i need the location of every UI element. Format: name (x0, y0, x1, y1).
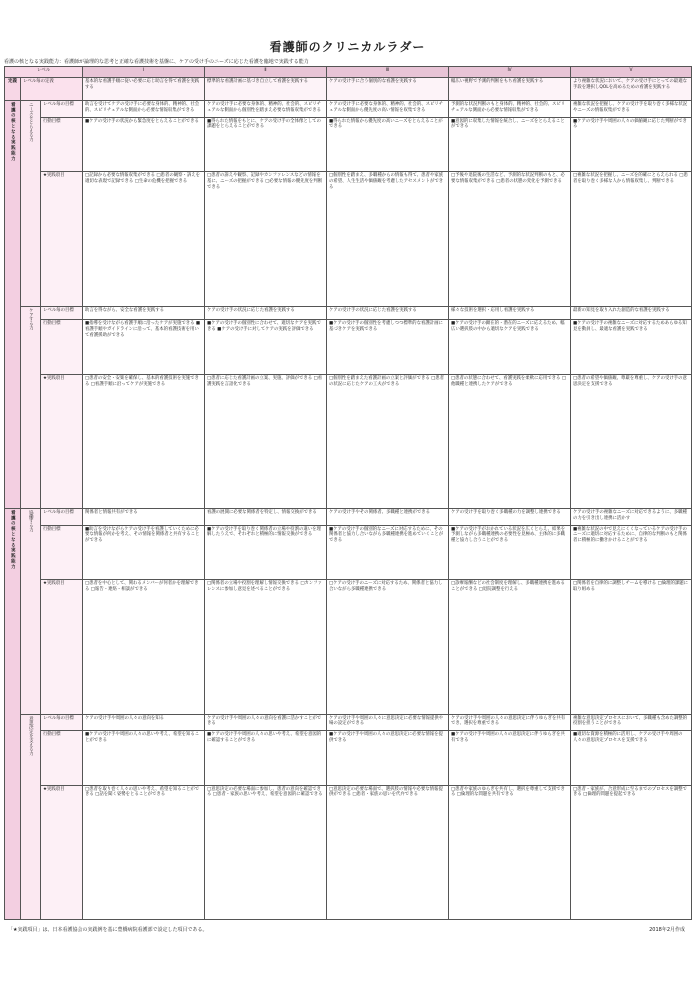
target-cell-level-5: 複雑な意思決定プロセスにおいて、多職種も含めた調整的役割を担うことができる (571, 714, 692, 730)
practice-cell-level-4: □予後や退院後の生活など、予測的な状況判断のもと、必要な情報収集ができる □患者の状態の変化を予測できる (449, 172, 571, 306)
action-cell-level-1: ■指導を受けながら看護手順に沿ったケアが実施できる ■看護手順やガイドラインに沿って、基本的看護技術を用いて看護援助ができる (83, 320, 205, 375)
target-cell-level-5: 最新の知見を取り入れた創造的な看護を実践する (571, 306, 692, 320)
ladder-row (5, 580, 692, 714)
subcategory-label (21, 714, 41, 919)
ladder-table (4, 66, 692, 920)
target-cell-level-3: ケアの受け手やその関係者、多職種と連携ができる (327, 509, 449, 525)
action-cell-level-4: ■ケアの受け手や周囲の人々の意思決定に伴うゆらぎを共有できる (449, 730, 571, 785)
practice-cell-level-4: □患者の状態に合わせて、看護実践を柔軟に応用できる □他職種と連携したケアができる (449, 374, 571, 508)
level-3-header: Ⅲ (327, 67, 449, 78)
action-label: 行動目標 (41, 525, 83, 580)
subcategory-label-text: ケアする力 (28, 307, 34, 330)
category-label-text: 看護の核となる実践能力 (10, 102, 16, 162)
subcategory-label-text: 協働する力 (28, 510, 34, 533)
action-cell-level-5: ■適切な資源を積極的に活用し、ケアの受け手や周囲の人々の意思決定プロセスを支援できる (571, 730, 692, 785)
action-cell-level-3: ■得られた情報から優先度の高いニーズをとらえることができる (327, 117, 449, 172)
level-5-header: Ⅴ (571, 67, 692, 78)
ladder-row (5, 525, 692, 580)
category-label (5, 509, 21, 920)
subcategory-label (21, 509, 41, 714)
target-cell-level-4: 予測的な状況判断のもと身体的、精神的、社会的、スピリチュアルな側面から必要な情報収集ができる (449, 101, 571, 117)
target-cell-level-2: ケアの受け手に必要な身体的、精神的、社会的、スピリチュアルな側面から個別性を踏まえ必要な情報収集ができる (205, 101, 327, 117)
target-cell-level-2: ケアの受け手の状況に応じた看護を実践する (205, 306, 327, 320)
ladder-row (5, 374, 692, 508)
practice-cell-level-2: □関係者の立場や役割を理解し情報交換できる □カンファレンスに参加し意見を述べることができる (205, 580, 327, 714)
level-2-header: Ⅱ (205, 67, 327, 78)
action-cell-level-5: ■ケアの受け手の複雑なニーズに対応するためあらゆる知見を動員し、最適な看護を実践できる (571, 320, 692, 375)
practice-cell-level-1: □患者を中心として、関わるメンバーが何者かを理解できる □報告・連絡・相談ができる (83, 580, 205, 714)
target-cell-level-5: 複雑な状況を把握し、ケアの受け手を取り巻く多様な状況やニーズの情報収集ができる (571, 101, 692, 117)
category-label (5, 101, 21, 509)
level-defs-label: レベル毎の定義 (21, 78, 83, 101)
practice-cell-level-4: □診療報酬などの社会制度を理解し、多職種連携を進めることができる □退院調整を行える (449, 580, 571, 714)
practice-cell-level-5: □患者・家族が、合意形成に至るまでのプロセスを調整できる □倫理的問題を提起できる (571, 785, 692, 919)
level-def-2: 標準的な看護計画に基づき自立して看護を実践する (205, 78, 327, 101)
header-row (5, 67, 692, 78)
practice-cell-level-4: □患者や家族のゆらぎを共有し、選択を尊重して支援できる □倫理的な問題を共有できる (449, 785, 571, 919)
ladder-row (5, 509, 692, 525)
practice-cell-level-1: □記録から必要な情報収集ができる □患者の観察・訴えを適切な表現で記録できる □生命の危機を把握できる (83, 172, 205, 306)
action-cell-level-1: ■ケアの受け手の状況から緊急度をとらえることができる (83, 117, 205, 172)
action-cell-level-3: ■ケアの受け手の個別性を考慮しつつ標準的な看護計画に基づきケアを実践できる (327, 320, 449, 375)
ladder-row (5, 117, 692, 172)
practice-cell-level-1: □患者を取り巻く人々の思いや考え、希望を知ることができる □話を聞く姿勢をとることができる (83, 785, 205, 919)
practice-cell-level-5: □患者の希望や価値観、尊厳を尊重し、ケアの受け手の意思決定を支援できる (571, 374, 692, 508)
action-cell-level-4: ■ケアの受け手の顕在的・潜在的ニーズに応えるため、幅広い選択肢の中から適切なケアを実践できる (449, 320, 571, 375)
level-definition-row (5, 78, 692, 101)
practice-cell-level-3: □個別性を踏まえ、多職種からの情報も得て、患者や家族の希望、人生生活や価値観を考慮したアセスメントができる (327, 172, 449, 306)
action-label: 行動目標 (41, 320, 83, 375)
practice-cell-level-5: □関係者を自律的に調整しチームを導ける □倫理的課題に取り組める (571, 580, 692, 714)
action-cell-level-3: ■ケアの受け手や周囲の人々の意思決定に必要な情報を提供できる (327, 730, 449, 785)
target-cell-level-2: 看護の展開に必要な関係者を特定し、情報交換ができる (205, 509, 327, 525)
ladder-row (5, 785, 692, 919)
level-header: レベル (5, 67, 83, 78)
target-cell-level-1: 助言を得ながら、安全な看護を実践する (83, 306, 205, 320)
subcategory-label (21, 101, 41, 306)
practice-cell-level-1: □患者の安全・安楽を確保し、基本的看護技術を実施できる □看護手順に沿ってケアが実施できる (83, 374, 205, 508)
target-label: レベル毎の目標 (41, 306, 83, 320)
target-cell-level-3: ケアの受け手や周囲の人々に意思決定に必要な情報提供や場の設定ができる (327, 714, 449, 730)
action-cell-level-3: ■ケアの受け手の個別的なニーズに対応するために、その関係者と協力し合いながら多職種連携を進めていくことができる (327, 525, 449, 580)
category-label-text: 看護の核となる実践能力 (10, 510, 16, 570)
practice-cell-level-2: □患者の訴えや観察、記録やカンファレンスなどの情報を基に、ニーズの把握ができる □必要な情報の優先度を判断できる (205, 172, 327, 306)
action-cell-level-2: ■ケアの受け手や周囲の人々の思いや考え、希望を意図的に確認することができる (205, 730, 327, 785)
subcategory-label (21, 306, 41, 509)
practice-label: ★実践項目 (41, 172, 83, 306)
target-cell-level-2: ケアの受け手や周囲の人々の意向を看護に活かすことができる (205, 714, 327, 730)
ladder-row (5, 101, 692, 117)
target-label: レベル毎の目標 (41, 714, 83, 730)
ladder-row (5, 714, 692, 730)
practice-cell-level-5: □複雑な状況を把握し、ニーズを的確にとらえられる □患者を取り巻く多様な人から情報収集し、判断できる (571, 172, 692, 306)
action-cell-level-4: ■ケアの受け手がおかれている状況を広くとらえ、結果を予測しながら多職種連携の必要性を見極め、主体的に多職種と協力し合うことができる (449, 525, 571, 580)
action-cell-level-2: ■ケアの受け手の個別性に合わせて、適切なケアを実践できる ■ケアの受け手に対してケアの実践を評価できる (205, 320, 327, 375)
practice-cell-level-3: □ケアの受け手のニーズに対応するため、関係者と協力し合いながら多職種連携できる (327, 580, 449, 714)
target-cell-level-3: ケアの受け手に必要な身体的、精神的、社会的、スピリチュアルな側面から優先度の高い情報を収集できる (327, 101, 449, 117)
level-def-4: 幅広い視野で予測的判断をもち看護を実践する (449, 78, 571, 101)
ladder-row (5, 320, 692, 375)
action-cell-level-4: ■意図的に収集した情報を統合し、ニーズをとらえることができる (449, 117, 571, 172)
target-cell-level-1: ケアの受け手や周囲の人々の意向を知る (83, 714, 205, 730)
practice-cell-level-3: □意思決定の必要な場面で、選択肢の情報や必要な情報提供ができる □患者・家族の思いを代弁できる (327, 785, 449, 919)
level-def-5: より複雑な状況において、ケアの受け手にとっての最適な手段を選択しQOLを高めるための看護を実践する (571, 78, 692, 101)
target-cell-level-3: ケアの受け手の状況に応じた看護を実践する (327, 306, 449, 320)
action-cell-level-5: ■ケアの受け手や周囲の人々の価値観に応じた判断ができる (571, 117, 692, 172)
created-date: 2018年2月作成 (649, 927, 685, 933)
action-cell-level-1: ■助言を受けながらケアの受け手を看護していくために必要な情報が何かを考え、その情報を関係者と共有することができる (83, 525, 205, 580)
ladder-row (5, 172, 692, 306)
ladder-row (5, 306, 692, 320)
practice-label: ★実践項目 (41, 580, 83, 714)
page-title: 看護師のクリニカルラダー (269, 40, 426, 54)
subcategory-label-text: ニーズをとらえる力 (28, 102, 34, 142)
target-cell-level-4: ケアの受け手や周囲の人々の意思決定に伴うゆらぎを共有でき、選択を尊重できる (449, 714, 571, 730)
practice-cell-level-2: □患者に応じた看護計画の立案、実施、評価ができる □看護実践を言語化できる (205, 374, 327, 508)
practice-label: ★実践項目 (41, 374, 83, 508)
ladder-row (5, 730, 692, 785)
target-cell-level-4: ケアの受け手を取り巻く多職種の力を調整し連携できる (449, 509, 571, 525)
action-cell-level-2: ■得られた情報をもとに、ケアの受け手の全体像としての課題をとらえることができる (205, 117, 327, 172)
level-1-header: Ⅰ (83, 67, 205, 78)
practice-cell-level-2: □意思決定の必要な場面に参加し、患者の意向を確認できる □患者・家族の思いや考え、希望を意図的に確認できる (205, 785, 327, 919)
level-def-1: 基本的な看護手順に従い必要に応じ助言を得て看護を実践する (83, 78, 205, 101)
practice-cell-level-3: □個別性を踏まえた看護計画の立案と評価ができる □患者の状況に応じたケアの工夫ができる (327, 374, 449, 508)
level-4-header: Ⅳ (449, 67, 571, 78)
action-cell-level-2: ■ケアの受け手を取り巻く関係者の立場や役割の違いを理解したうえで、それぞれと積極的に情報交換ができる (205, 525, 327, 580)
action-cell-level-1: ■ケアの受け手や周囲の人々の思いや考え、希望を知ることができる (83, 730, 205, 785)
practice-label: ★実践項目 (41, 785, 83, 919)
level-def-3: ケアの受け手に合う個別的な看護を実践する (327, 78, 449, 101)
action-label: 行動目標 (41, 730, 83, 785)
footnote: 「★実践項目」は、日本看護協会の実践例を基に豊橋病院看護部で設定した項目である。 (8, 927, 208, 933)
target-label: レベル毎の目標 (41, 509, 83, 525)
action-label: 行動目標 (41, 117, 83, 172)
action-cell-level-5: ■複雑な状況の中で見えにくくなっているケアの受け手のニーズに適切に対応するために、自律的な判断のもと関係者に積極的に働きかけることができる (571, 525, 692, 580)
target-cell-level-4: 様々な技術を選択・応用し看護を実践する (449, 306, 571, 320)
page-subtitle: 看護の核となる実践能力：看護師が論理的な思考と正確な看護技術を基盤に、ケアの受け手のニーズに応じた看護を臨地で実践する能力 (4, 59, 309, 65)
subcategory-label-text: 意思決定を支える力 (28, 715, 34, 756)
target-label: レベル毎の目標 (41, 101, 83, 117)
target-cell-level-1: 助言を受けてケアの受け手に必要な身体的、精神的、社会的、スピリチュアルな側面から必要な情報収集ができる (83, 101, 205, 117)
definition-label: 定義 (5, 78, 21, 101)
target-cell-level-5: ケアの受け手の複雑なニーズに対応できるように、多職種の力を引き出し連携に活かす (571, 509, 692, 525)
target-cell-level-1: 関係者と情報共有ができる (83, 509, 205, 525)
